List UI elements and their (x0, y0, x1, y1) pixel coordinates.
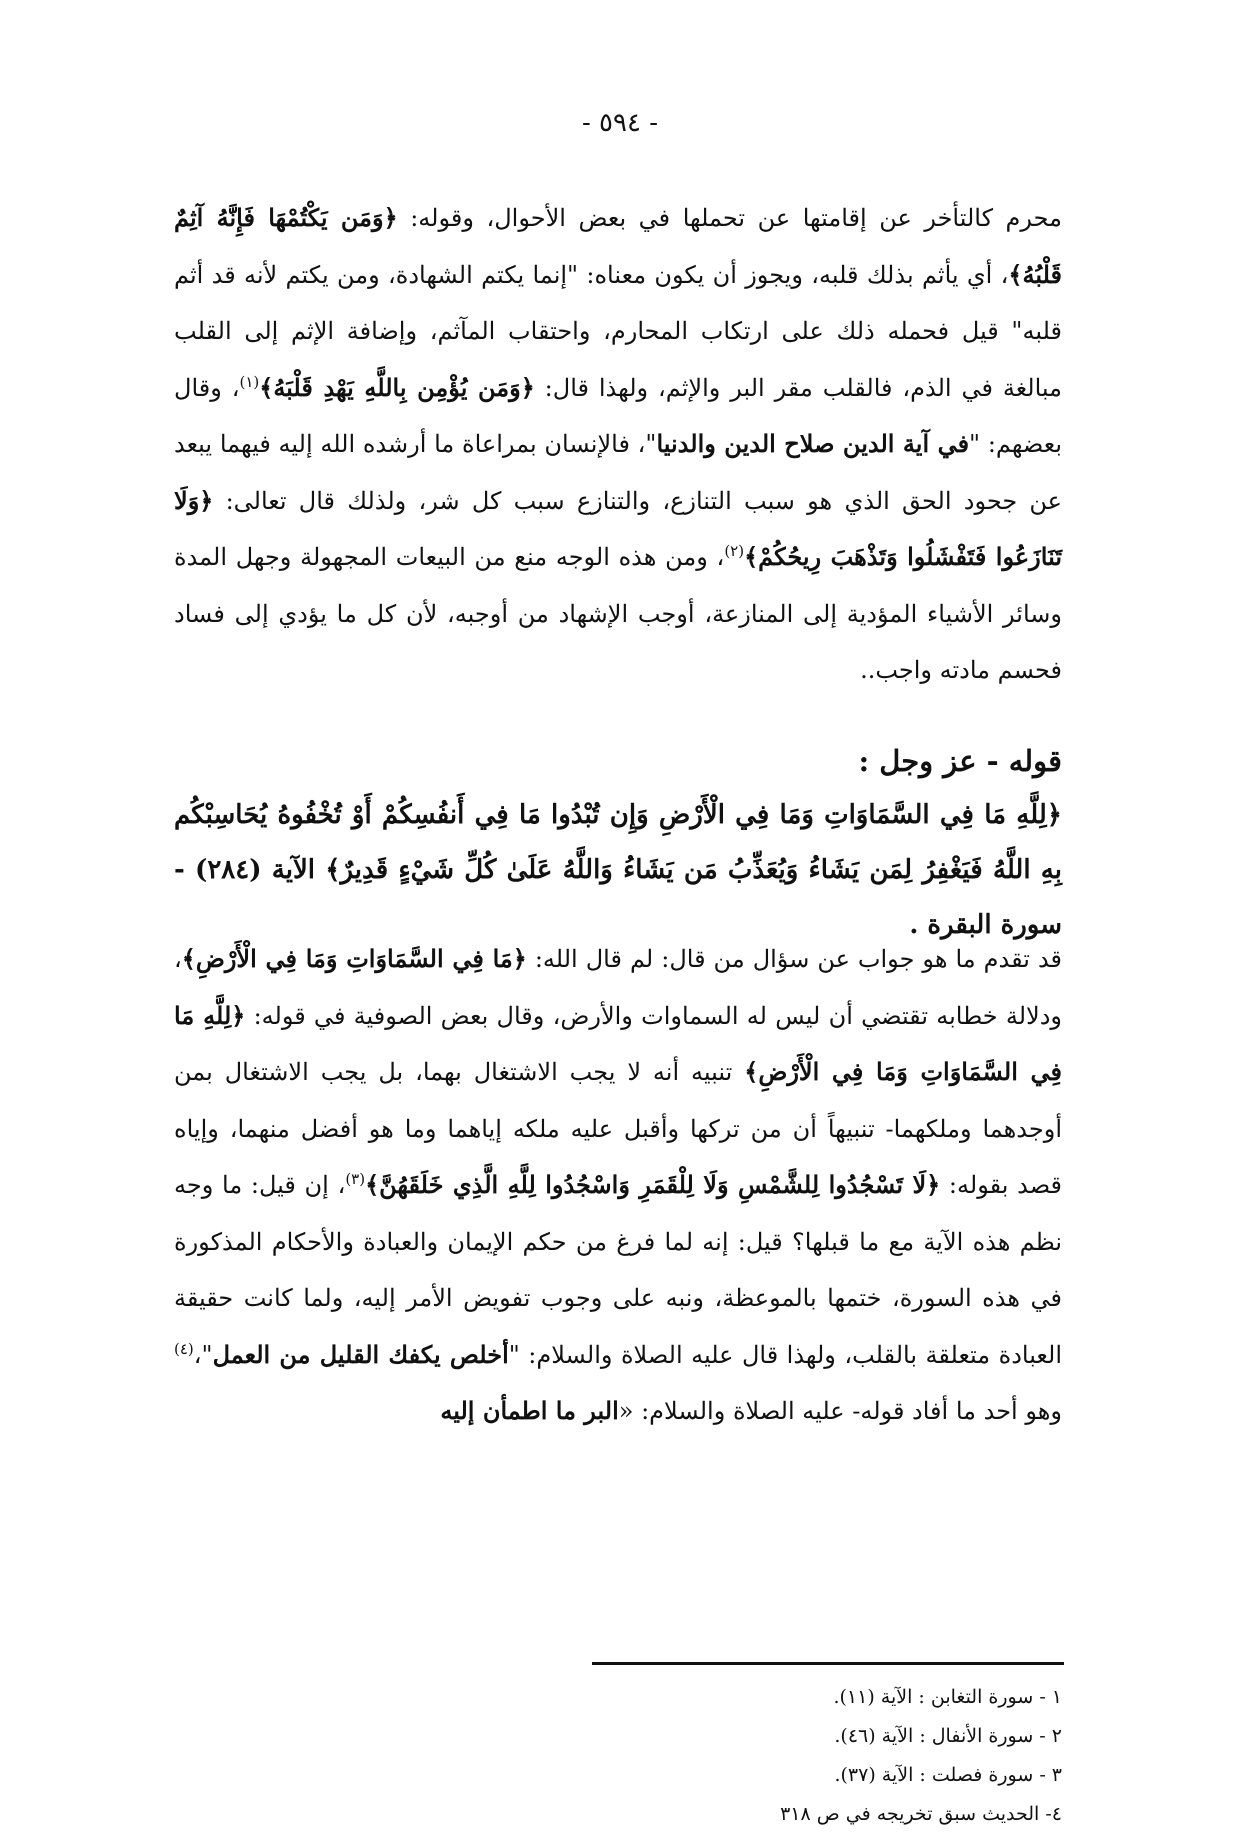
footnote-reference: (١) (239, 372, 260, 391)
text-run: محرم كالتأخر عن إقامتها عن تحملها في بعض الأحوال، وقوله: (397, 204, 1063, 232)
text-run: ، ومن هذه الوجه منع من البيعات المجهولة وجهل المدة وسائر الأشياء المؤدية إلى المنازعة، أوجب الإشهاد من أوجبه، لأن كل ما يؤدي إلى فساد فحسم مادته واجب.. (174, 543, 1062, 684)
page-number: - ٥٩٤ - (581, 108, 659, 138)
quoted-text: ﴿وَلَا تَنَازَعُوا فَتَفْشَلُوا وَتَذْهَبَ رِيحُكُمْ﴾ (174, 485, 1063, 571)
footnote-1: ١ - سورة التغابن : الآية (١١). (833, 1686, 1062, 1708)
footnote-3: ٣ - سورة فصلت : الآية (٣٧). (834, 1764, 1062, 1786)
quoted-text: البر ما اطمأن إليه (440, 1396, 619, 1425)
quoted-text: ﴿وَمَن يُؤْمِن بِاللَّهِ يَهْدِ قَلْبَهُ﴾ (259, 372, 535, 402)
quoted-text: في آية الدين صلاح الدين والدنيا (656, 429, 970, 458)
footnote-reference: (٢) (724, 542, 745, 560)
body-paragraph-1 (174, 190, 1062, 699)
section-heading: قوله - عز وجل : (858, 744, 1062, 778)
text-run: "، (193, 1340, 213, 1369)
text-run: ، ودلالة خطابه تقتضي أن ليس له السماوات والأرض، وقال بعض الصوفية في قوله: (174, 945, 1062, 1030)
text-run: تنبيه أنه لا يجب الاشتغال بهما، بل يجب الاشتغال بمن أوجدهما وملكهما- تنبيهاً أن من تركها وأقبل عليه ملكه إياهما وما هو أفضل منهما، وإياه قصد بقوله: (174, 1058, 1063, 1199)
footnote-reference: (٣) (345, 1170, 366, 1188)
footnotes (590, 1678, 1062, 1834)
footnote-reference: (٤) (174, 1339, 194, 1358)
text-run: ، إن قيل: ما وجه نظم هذه الآية مع ما قبلها؟ قيل: إنه لما فرغ من حكم الإيمان والعبادة والأحكام المذكورة في هذه السورة، ختمها بالموعظة، ونبه على وجوب تفويض الأمر إليه، ولما كانت حقيقة العبادة متعلقة بالقلب، ولهذا قال عليه الصلاة والسلام: " (174, 1171, 1062, 1369)
text-run: وهو أحد ما أفاد قوله- عليه الصلاة والسلام: « (618, 1397, 1062, 1425)
text-run: قد تقدم ما هو جواب عن سؤال من قال: لم قال الله: (526, 945, 1063, 973)
quoted-text: ﴿لَا تَسْجُدُوا لِلشَّمْسِ وَلَا لِلْقَمَرِ وَاسْجُدُوا لِلَّهِ الَّذِي خَلَقَهُنَّ﴾ (365, 1170, 941, 1199)
quran-verse-block: ﴿لِلَّهِ مَا فِي السَّمَاوَاتِ وَمَا فِي الْأَرْضِ وَإِن تُبْدُوا مَا فِي أَنفُسِكُمْ أَوْ تُخْفُوهُ يُحَاسِبْكُم بِهِ اللَّهُ فَيَغْفِرُ لِمَن يَشَاءُ وَيُعَذِّبُ مَن يَشَاءُ وَاللَّهُ عَلَىٰ كُلِّ شَيْءٍ قَدِيرٌ﴾ الآية (٢٨٤) - سورة البقرة . (174, 800, 1062, 940)
body-paragraph-2 (174, 931, 1062, 1440)
text-run: ، وقال بعضهم: " (174, 373, 1063, 458)
text-run: "، فالإنسان بمراعاة ما أرشده الله إليه فيهما يبعد عن جحود الحق الذي هو سبب التنازع، والتنازع سبب كل شر، ولذلك قال تعالى: (174, 430, 1062, 515)
footnote-4: ٤- الحديث سبق تخريجه في ص ٣١٨ (780, 1803, 1062, 1825)
quoted-text: أخلص يكفك القليل من العمل (212, 1339, 509, 1369)
text-run: ، أي يأثم بذلك قلبه، ويجوز أن يكون معناه: "إنما يكتم الشهادة، ومن يكتم لأنه قد أثم قلبه" قيل فحمله ذلك على ارتكاب المحارم، واحتقاب المآثم، وإضافة الإثم إلى القلب مبالغة في الذم، فالقلب مقر البر والإثم، ولهذا قال: (174, 260, 1063, 402)
footnote-divider (592, 1662, 1064, 1665)
quoted-text: ﴿لِلَّهِ مَا فِي السَّمَاوَاتِ وَمَا فِي الْأَرْضِ﴾ (174, 1000, 1062, 1086)
footnote-2: ٢ - سورة الأنفال : الآية (٤٦). (834, 1725, 1062, 1747)
quoted-text: ﴿مَا فِي السَّمَاوَاتِ وَمَا فِي الْأَرْضِ﴾ (181, 944, 527, 973)
quoted-text: ﴿وَمَن يَكْتُمْهَا فَإِنَّهُ آثِمٌ قَلْبُهُ﴾ (174, 203, 1062, 289)
